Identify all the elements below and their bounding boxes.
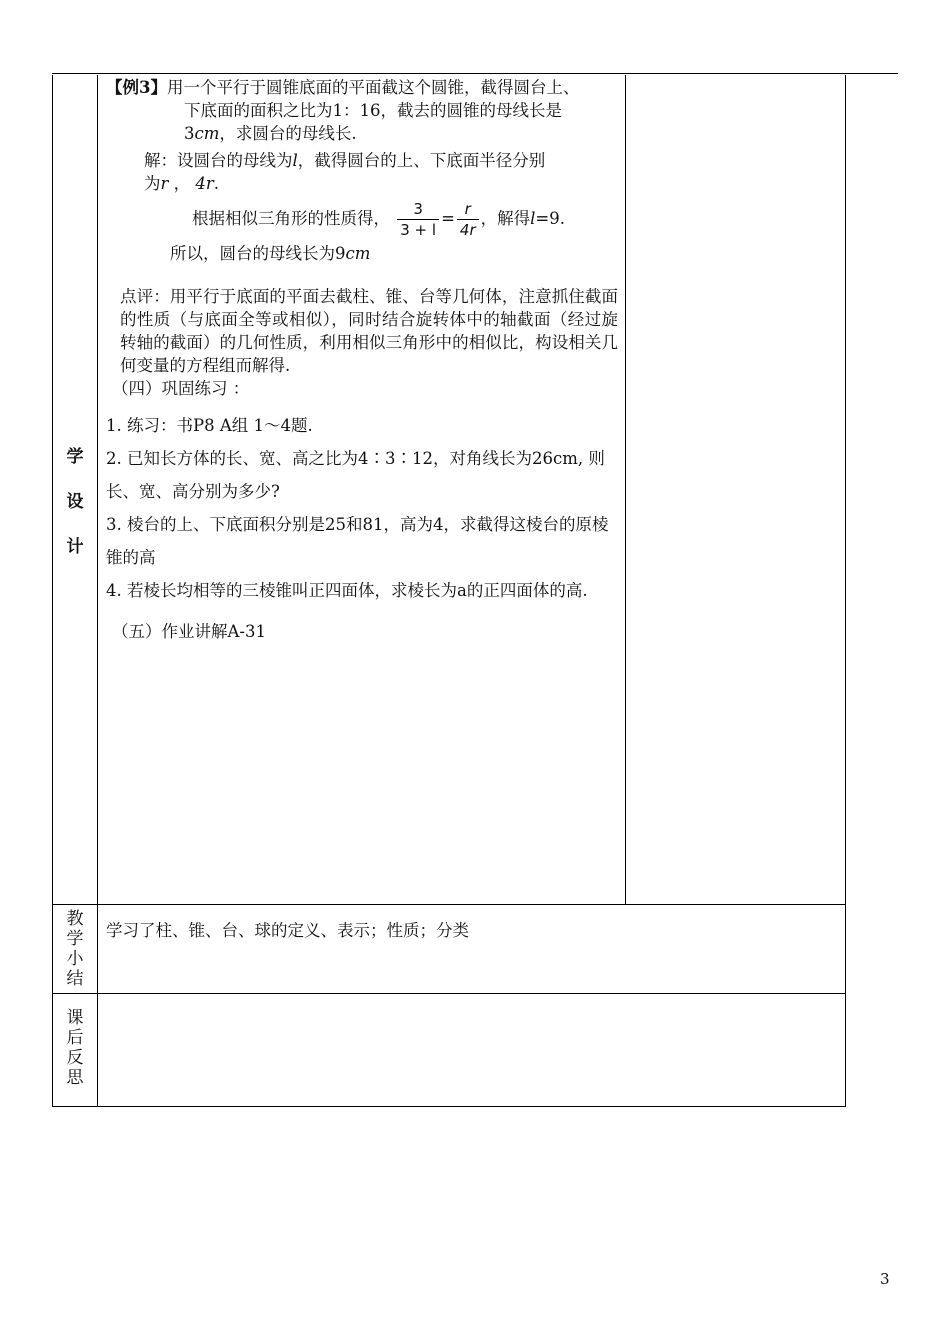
example-tag: 【例3】	[106, 78, 167, 97]
summary-text: 学习了柱、锥、台、球的定义、表示；性质；分类	[106, 921, 469, 940]
fraction-3-over-3-plus-l: $\frac{3}{3 + l}$	[397, 199, 439, 240]
exercise-3: 3. 棱台的上、下底面积分别是25和81，高为4，求截得这棱台的原棱锥的高	[106, 515, 609, 567]
conclusion-line: 所以，圆台的母线长为9cm	[170, 244, 371, 263]
example-line3: 3cm，求圆台的母线长.	[184, 124, 357, 143]
exercise-4: 4. 若棱长均相等的三棱锥叫正四面体，求棱长为a的正四面体的高.	[106, 581, 588, 600]
exercise-1: 1. 练习：书P8 A组 1～4题.	[106, 416, 313, 435]
notes-column-divider	[625, 75, 626, 905]
comment-paragraph: 点评：用平行于底面的平面去截柱、锥、台等几何体，注意抓住截面的性质（与底面全等或相似），同时结合旋转体中的轴截面（经过旋转轴的截面）的几何性质，利用相似三角形中的相似比，构设相关几何变量的方程组而解得.	[120, 287, 618, 375]
fraction-r-over-4r: $\frac{r}{4r}$	[457, 199, 479, 240]
solution-line2: 为r ， 4r.	[144, 174, 220, 193]
row-divider-summary	[52, 904, 846, 905]
example-line2: 下底面的面积之比为1：16，截去的圆锥的母线长是	[184, 101, 562, 120]
section-5-title: （五）作业讲解A-31	[112, 622, 266, 641]
row-divider-reflection	[52, 993, 846, 994]
page-number: 3	[880, 1270, 890, 1288]
row-label-summary: 教 学 小 结	[66, 909, 84, 989]
row-label-reflection: 课 后 反 思	[66, 1008, 84, 1088]
design-content	[106, 76, 618, 643]
example-statement: 【例3】用一个平行于圆锥底面的平面截这个圆锥，截得圆台上、	[106, 78, 580, 97]
row-label-design: 学 设 计	[66, 447, 84, 557]
top-rule	[52, 73, 898, 74]
label-column-divider	[97, 75, 98, 1107]
exercise-2: 2. 已知长方体的长、宽、高之比为4∶3∶12，对角线长为26cm, 则长、宽、高分别为多少?	[106, 449, 605, 501]
section-4-title: （四）巩固练习 ：	[112, 379, 250, 398]
similarity-line: 根据相似三角形的性质得， $\frac{3}{3 + l}$ = $\frac{r}{4r}$ ，解得l=9.	[192, 200, 565, 239]
solution-line1: 解：设圆台的母线为l，截得圆台的上、下底面半径分别	[144, 151, 546, 170]
